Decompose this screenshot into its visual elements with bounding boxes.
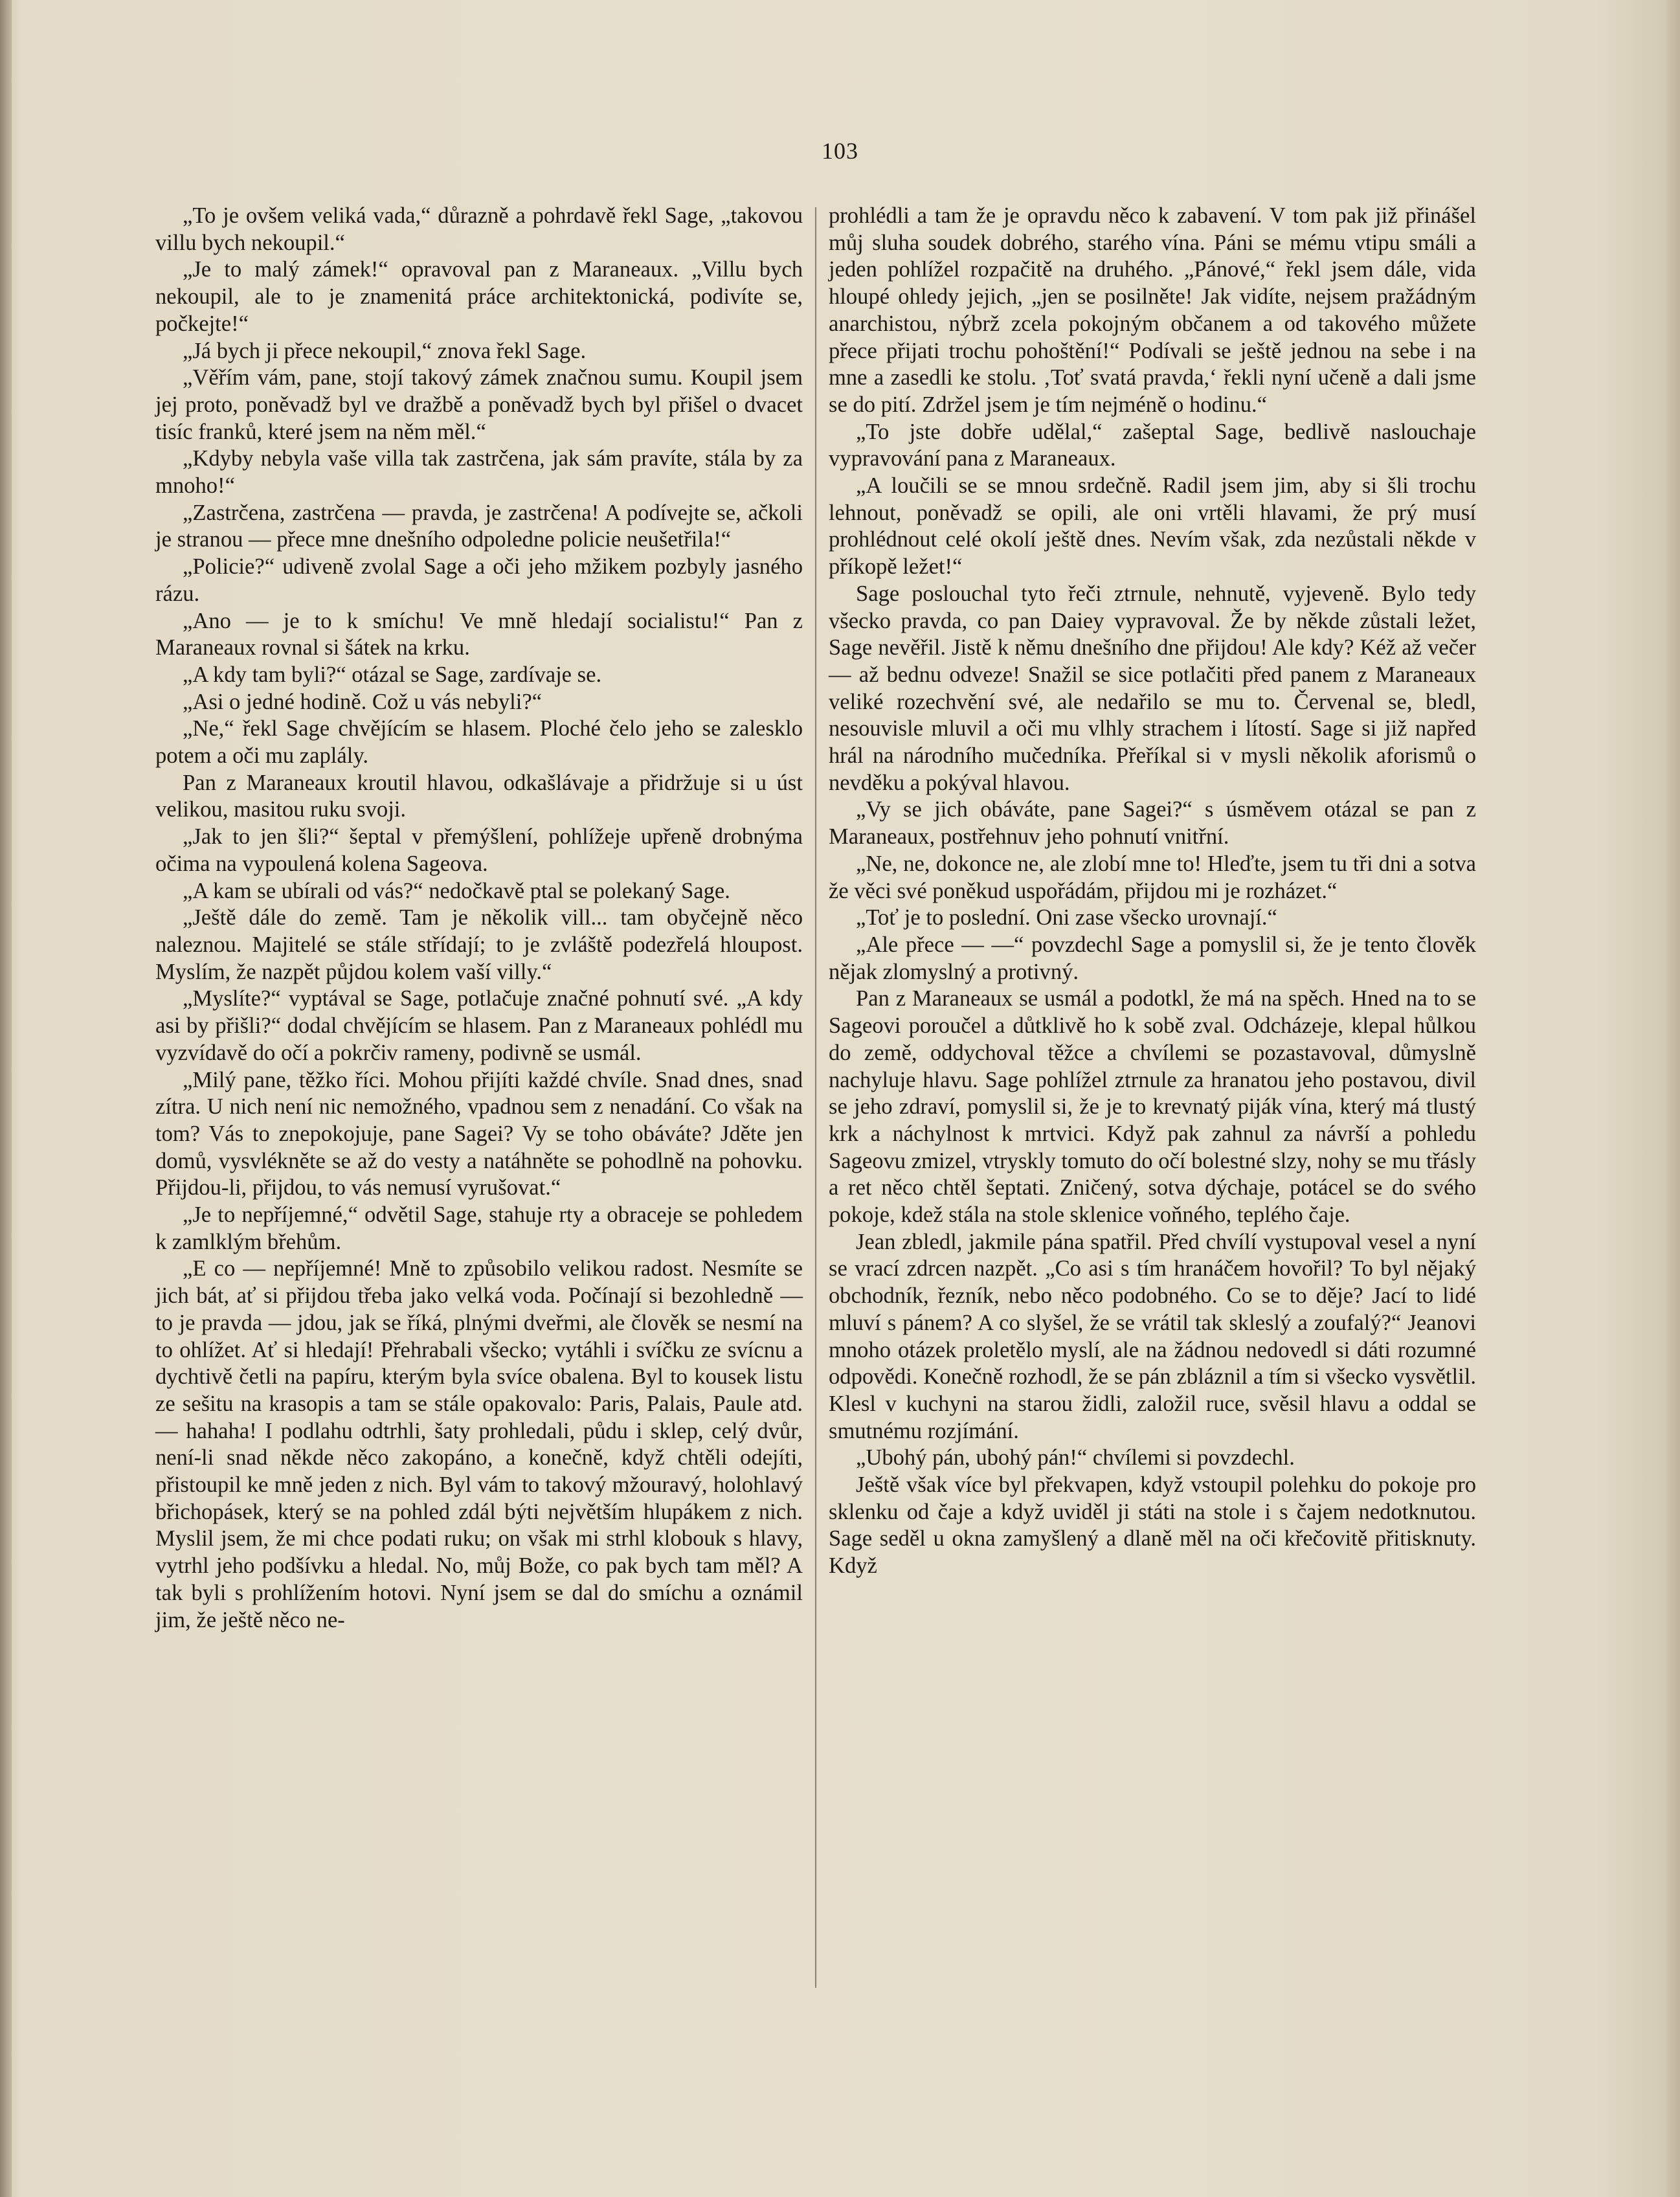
paragraph: „E co — nepříjemné! Mně to způsobilo velikou radost. Nesmíte se jich bát, ať si přijdou třeba jako velká voda. Počínají si bezohledně — to je pravda — jdou, jak se říká, plnými dveřmi, ale člověk se nesmí na to ohlížet. Ať si hledají! Přehrabali všecko; vytáhli i svíčku ze svícnu a dychtivě četli na papíru, kterým byla svíce obalena. Byl to kousek listu ze sešitu na krasopis a tam se stále opakovalo: Paris, Palais, Paule atd. — hahaha! I podlahu odtrhli, šaty prohledali, půdu i sklep, celý dvůr, není-li snad někde něco zakopáno, a konečně, když chtěli odejíti, přistoupil ke mně jeden z nich. Byl vám to takový mžouravý, holohlavý břichopásek, který se na pohled zdál býti největším hlupákem z nich. Myslil jsem, že mi chce podati ruku; on však mi strhl klobouk s hlavy, vytrhl jeho podšívku a hledal. No, můj Bože, co pak bych tam měl? A tak byli s prohlížením hotovi. Nyní jsem se dal do smíchu a oznámil jim, že ještě něco ne- <box>155 1256 803 1632</box>
paragraph: „Policie?“ udiveně zvolal Sage a oči jeho mžikem pozbyly jasného rázu. <box>155 554 803 606</box>
paragraph: „Je to nepříjemné,“ odvětil Sage, stahuje rty a obraceje se pohledem k zamlklým břehům. <box>155 1202 803 1254</box>
paragraph: „Milý pane, těžko říci. Mohou přijíti každé chvíle. Snad dnes, snad zítra. U nich není nic nemožného, vpadnou sem z nenadání. Co však na tom? Vás to znepokojuje, pane Sagei? Vy se toho obáváte? Jděte jen domů, vysvlékněte se až do vesty a natáhněte se pohodlně na pohovku. Přijdou-li, přijdou, to vás nemusí vyrušovat.“ <box>155 1067 803 1200</box>
paragraph: Pan z Maraneaux se usmál a podotkl, že má na spěch. Hned na to se Sageovi poroučel a důtklivě ho k sobě zval. Odcházeje, klepal hůlkou do země, oddychoval těžce a chvílemi se pozastavoval, důmyslně nachyluje hlavu. Sage pohlížel ztrnule za hranatou jeho postavou, divil se jeho zdraví, pomyslil si, že je to krevnatý piják vína, který má tlustý krk a náchylnost k mrtvici. Když pak zahnul za návrší a pohledu Sageovu zmizel, vtryskly tomuto do očí bolestné slzy, nohy se mu třásly a ret něco chtěl šeptati. Zničený, sotva dýchaje, potácel se do svého pokoje, kdež stála na stole sklenice voňného, teplého čaje. <box>829 986 1476 1228</box>
paragraph: „A loučili se se mnou srdečně. Radil jsem jim, aby si šli trochu lehnout, poněvadž se opili, ale oni vrtěli hlavami, že prý musí prohlédnout celé okolí ještě dnes. Nevím však, zda nezůstali někde v příkopě ležet!“ <box>829 473 1476 580</box>
left-column <box>155 203 803 2003</box>
paragraph: „Vy se jich obáváte, pane Sagei?“ s úsměvem otázal se pan z Maraneaux, postřehnuv jeho pohnutí vnitřní. <box>829 797 1476 850</box>
paragraph: Pan z Maraneaux kroutil hlavou, odkašlávaje a přidržuje si u úst velikou, masitou ruku svoji. <box>155 770 803 822</box>
paragraph: „Já bych ji přece nekoupil,“ znova řekl Sage. <box>183 338 587 363</box>
paragraph: „Ano — je to k smíchu! Ve mně hledají socialistu!“ Pan z Maraneaux rovnal si šátek na krku. <box>155 608 803 660</box>
paragraph: „Toť je to poslední. Oni zase všecko urovnají.“ <box>856 905 1277 930</box>
book-spine-shadow <box>0 0 12 2197</box>
paragraph: „Ještě dále do země. Tam je několik vill... tam obyčejně něco naleznou. Majitelé se stále střídají; to je zvláště podezřelá hloupost. Myslím, že nazpět půjdou kolem vaší villy.“ <box>155 905 803 984</box>
paragraph: „To je ovšem veliká vada,“ důrazně a pohrdavě řekl Sage, „takovou villu bych nekoupil.“ <box>155 203 803 255</box>
paragraph: „Jak to jen šli?“ šeptal v přemýšlení, pohlížeje upřeně drobnýma očima na vypoulená kolena Sageova. <box>155 824 803 876</box>
paragraph: „Ne,“ řekl Sage chvějícím se hlasem. Ploché čelo jeho se zalesklo potem a oči mu zaplály. <box>155 716 803 769</box>
paragraph: Ještě však více byl překvapen, když vstoupil polehku do pokoje pro sklenku od čaje a když uviděl ji státi na stole i s čajem nedotknutou. Sage seděl u okna zamyšlený a dlaně měl na oči křečovitě přitisknuty. Když <box>829 1472 1476 1579</box>
paragraph-continued: prohlédli a tam že je opravdu něco k zabavení. V tom pak již přinášel můj sluha soudek dobrého, starého vína. Páni se mému vtipu smáli a jeden pohlížel rozpačitě na druhého. „Pánové,“ řekl jsem dále, vida hloupé ohledy jejich, „jen se posilněte! Jak vidíte, nejsem pražádným anarchistou, nýbrž zcela pokojným občanem a od takového můžete přece přijati trochu pohoštění!“ Podívali se ještě jednou na sebe i na mne a zasedli ke stolu. ‚Toť svatá pravda,‘ řekli nyní učeně a dali jsme se do pití. Zdržel jsem je tím nejméně o hodinu.“ <box>829 203 1476 417</box>
paragraph: „Ne, ne, dokonce ne, ale zlobí mne to! Hleďte, jsem tu tři dni a sotva že věci své poněkud uspořádám, přijdou mi je rozházet.“ <box>829 851 1476 903</box>
page-number: 103 <box>822 138 858 164</box>
paragraph: „To jste dobře udělal,“ zašeptal Sage, bedlivě naslouchaje vypravování pana z Maraneaux. <box>829 419 1476 471</box>
paragraph: „Ale přece — —“ povzdechl Sage a pomyslil si, že je tento člověk nějak zlomyslný a protivný. <box>829 932 1476 984</box>
paragraph: „Asi o jedné hodině. Což u vás nebyli?“ <box>183 689 543 714</box>
column-divider <box>815 207 816 1988</box>
paragraph: „Kdyby nebyla vaše villa tak zastrčena, jak sám pravíte, stála by za mnoho!“ <box>155 446 803 499</box>
paragraph: „Ubohý pán, ubohý pán!“ chvílemi si povzdechl. <box>856 1445 1295 1470</box>
paragraph: „Myslíte?“ vyptával se Sage, potlačuje značné pohnutí své. „A kdy asi by přišli?“ dodal chvějícím se hlasem. Pan z Maraneaux pohlédl mu vyzvídavě do očí a pokrčiv rameny, podivně se usmál. <box>155 986 803 1065</box>
right-column <box>829 203 1476 2003</box>
paragraph: „Věřím vám, pane, stojí takový zámek značnou sumu. Koupil jsem jej proto, poněvadž byl ve dražbě a poněvadž bych byl přišel o dvacet tisíc franků, které jsem na něm měl.“ <box>155 365 803 444</box>
paragraph: „A kdy tam byli?“ otázal se Sage, zardívaje se. <box>183 662 602 687</box>
paragraph: „Zastrčena, zastrčena — pravda, je zastrčena! A podívejte se, ačkoli je stranou — přece mne dnešního odpoledne policie neušetřila!“ <box>155 500 803 552</box>
paragraph: „Je to malý zámek!“ opravoval pan z Maraneaux. „Villu bych nekoupil, ale to je znamenitá práce architektonická, podivíte se, počkejte!“ <box>155 257 803 336</box>
paragraph: Sage poslouchal tyto řeči ztrnule, nehnutě, vyjeveně. Bylo tedy všecko pravda, co pan Daiey vypravoval. Že by někde zůstali ležet, Sage nevěřil. Jistě k němu dnešního dne přijdou! Ale kdy? Kéž až večer — až bednu odveze! Snažil se sice potlačiti před panem z Maraneaux veliké rozechvění své, ale nedařilo se mu to. Červenal se, bledl, nesouvisle mluvil a oči mu vlhly strachem i lítostí. Sage si již napřed hrál na národního mučedníka. Přeříkal si v mysli několik aforismů o nevděku a pokýval hlavou. <box>829 581 1476 795</box>
page-edge <box>1666 0 1680 2197</box>
paragraph: „A kam se ubírali od vás?“ nedočkavě ptal se polekaný Sage. <box>183 878 730 903</box>
paragraph: Jean zbledl, jakmile pána spatřil. Před chvílí vystupoval vesel a nyní se vrací zdrcen nazpět. „Co asi s tím hranáčem hovořil? To byl nějaký obchodník, řezník, nebo něco podobného. Co se to děje? Jací to lidé mluví s pánem? A co slyšel, že se vrátil tak skleslý a zoufalý?“ Jeanovi mnoho otázek proletělo myslí, ale na žádnou nedovedl si dáti rozumné odpovědi. Konečně rozhodl, že se pán zbláznil a tím si všecko vysvětlil. Klesl v kuchyni na starou židli, založil ruce, svěsil hlavu a oddal se smutnému rozjímání. <box>829 1229 1476 1443</box>
